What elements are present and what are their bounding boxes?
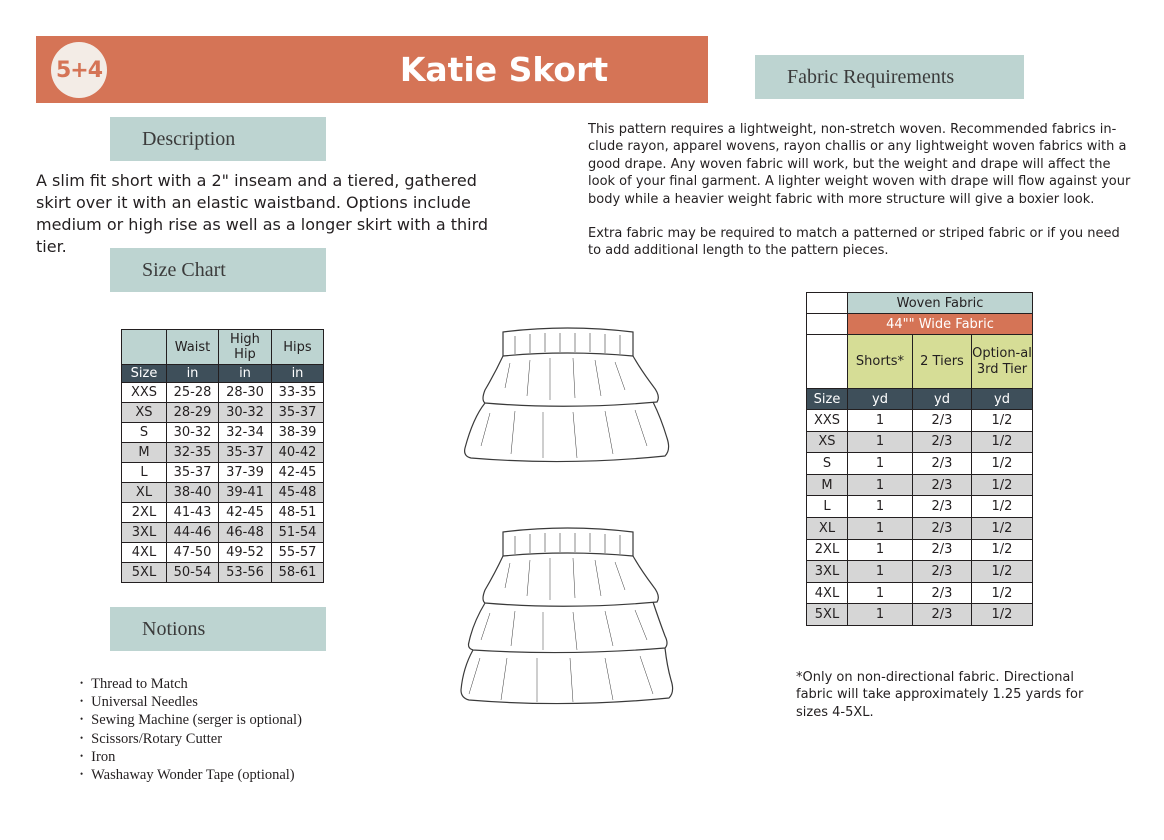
table-row — [807, 582, 1033, 604]
unit-cell: in — [272, 365, 324, 383]
notion-item: • Sewing Machine (serger is optional) — [80, 711, 302, 729]
value-cell: 2/3 — [912, 453, 971, 475]
value-cell: 1/2 — [972, 496, 1033, 518]
value-cell: 1 — [848, 582, 913, 604]
size-chart-table — [121, 329, 324, 583]
value-cell: 2/3 — [912, 410, 971, 432]
size-cell: S — [807, 453, 848, 475]
notions-heading: Notions — [110, 607, 326, 651]
value-cell: 39-41 — [219, 483, 272, 503]
fabric-requirements-table — [806, 292, 1033, 626]
value-cell: 46-48 — [219, 523, 272, 543]
column-header: 2 Tiers — [912, 335, 971, 389]
value-cell: 1 — [848, 453, 913, 475]
size-cell: XXS — [122, 383, 167, 403]
size-cell: XL — [807, 517, 848, 539]
table-row — [122, 463, 324, 483]
value-cell: 35-37 — [167, 463, 219, 483]
value-cell: 28-30 — [219, 383, 272, 403]
title-banner — [36, 36, 708, 103]
size-cell: XXS — [807, 410, 848, 432]
table-row — [807, 539, 1033, 561]
table-row — [807, 604, 1033, 626]
table-row — [122, 403, 324, 423]
table-row — [807, 496, 1033, 518]
value-cell: 53-56 — [219, 563, 272, 583]
value-cell: 38-40 — [167, 483, 219, 503]
table-corner-cell — [807, 314, 848, 335]
value-cell: 48-51 — [272, 503, 324, 523]
size-cell: 3XL — [807, 561, 848, 583]
value-cell: 1 — [848, 431, 913, 453]
size-cell: 4XL — [807, 582, 848, 604]
fabric-paragraph: This pattern requires a lightweight, non-stretch woven. Recommended fabrics in-clude rayon, apparel wovens, rayon challis or any lightweight woven fabrics with a good drape. Any woven fabric will work, but the weight and drape will affect the look of your final garment. A lighter weight woven with drape will flow against your body while a heavier weight fabric with more structure will give a boxier look. — [588, 122, 1131, 207]
value-cell: 49-52 — [219, 543, 272, 563]
table-row — [122, 523, 324, 543]
size-cell: 2XL — [122, 503, 167, 523]
column-header: Shorts* — [848, 335, 913, 389]
table-row — [807, 517, 1033, 539]
unit-cell: yd — [972, 389, 1033, 410]
table-row — [807, 453, 1033, 475]
unit-label: Size — [122, 365, 167, 383]
value-cell: 2/3 — [912, 517, 971, 539]
value-cell: 45-48 — [272, 483, 324, 503]
footnote: *Only on non-directional fabric. Directional fabric will take approximately 1.25 yards for sizes 4-5XL. — [796, 670, 1084, 720]
value-cell: 1 — [848, 517, 913, 539]
table-row — [807, 561, 1033, 583]
fabric-requirements-text — [588, 121, 1136, 277]
value-cell: 2/3 — [912, 496, 971, 518]
value-cell: 1/2 — [972, 431, 1033, 453]
value-cell: 42-45 — [272, 463, 324, 483]
three-tier-skort-sketch — [461, 528, 673, 704]
value-cell: 58-61 — [272, 563, 324, 583]
page-title: Katie Skort — [399, 50, 609, 89]
size-cell: XS — [807, 431, 848, 453]
table-row — [122, 543, 324, 563]
description-heading: Description — [110, 117, 326, 161]
value-cell: 1/2 — [972, 474, 1033, 496]
two-tier-skort-sketch — [465, 328, 669, 462]
value-cell: 32-35 — [167, 443, 219, 463]
size-cell: L — [122, 463, 167, 483]
woven-fabric-header: Woven Fabric — [848, 293, 1033, 314]
table-row — [122, 503, 324, 523]
table-row — [807, 431, 1033, 453]
size-cell: S — [122, 423, 167, 443]
value-cell: 40-42 — [272, 443, 324, 463]
description-text: A slim fit short with a 2" inseam and a tiered, gathered skirt over it with an elastic waistband. Options include medium or high rise as well as a longer skirt with a third tier. — [36, 171, 489, 256]
unit-cell: in — [219, 365, 272, 383]
unit-cell: in — [167, 365, 219, 383]
table-row — [122, 423, 324, 443]
value-cell: 2/3 — [912, 604, 971, 626]
column-header: High Hip — [219, 330, 272, 365]
value-cell: 1/2 — [972, 604, 1033, 626]
table-corner-cell — [122, 330, 167, 365]
notion-item: • Iron — [80, 748, 302, 766]
value-cell: 1/2 — [972, 561, 1033, 583]
value-cell: 51-54 — [272, 523, 324, 543]
unit-cell: yd — [912, 389, 971, 410]
fabric-requirements-heading: Fabric Requirements — [755, 55, 1024, 99]
size-cell: M — [122, 443, 167, 463]
value-cell: 1/2 — [972, 410, 1033, 432]
table-row — [122, 483, 324, 503]
size-cell: M — [807, 474, 848, 496]
size-cell: XL — [122, 483, 167, 503]
notion-item: • Scissors/Rotary Cutter — [80, 730, 302, 748]
value-cell: 28-29 — [167, 403, 219, 423]
unit-label: Size — [807, 389, 848, 410]
value-cell: 38-39 — [272, 423, 324, 443]
size-cell: XS — [122, 403, 167, 423]
notions-list — [80, 675, 302, 784]
size-cell: 5XL — [807, 604, 848, 626]
value-cell: 55-57 — [272, 543, 324, 563]
value-cell: 2/3 — [912, 539, 971, 561]
size-cell: L — [807, 496, 848, 518]
unit-cell: yd — [848, 389, 913, 410]
value-cell: 1 — [848, 474, 913, 496]
table-row — [122, 443, 324, 463]
value-cell: 1 — [848, 561, 913, 583]
value-cell: 1/2 — [972, 517, 1033, 539]
value-cell: 30-32 — [167, 423, 219, 443]
value-cell: 1 — [848, 604, 913, 626]
notion-item: • Universal Needles — [80, 693, 302, 711]
value-cell: 42-45 — [219, 503, 272, 523]
value-cell: 41-43 — [167, 503, 219, 523]
value-cell: 2/3 — [912, 582, 971, 604]
value-cell: 33-35 — [272, 383, 324, 403]
table-row — [807, 410, 1033, 432]
value-cell: 35-37 — [272, 403, 324, 423]
value-cell: 25-28 — [167, 383, 219, 403]
skort-illustration — [455, 318, 680, 728]
size-chart-heading: Size Chart — [110, 248, 326, 292]
table-corner-cell — [807, 335, 848, 389]
value-cell: 37-39 — [219, 463, 272, 483]
value-cell: 1 — [848, 410, 913, 432]
value-cell: 50-54 — [167, 563, 219, 583]
value-cell: 2/3 — [912, 431, 971, 453]
notion-item: • Thread to Match — [80, 675, 302, 693]
size-cell: 5XL — [122, 563, 167, 583]
fabric-paragraph: Extra fabric may be required to match a patterned or striped fabric or if you need to add additional length to the pattern pieces. — [588, 226, 1120, 259]
table-row — [122, 383, 324, 403]
value-cell: 35-37 — [219, 443, 272, 463]
table-row — [122, 563, 324, 583]
value-cell: 1/2 — [972, 539, 1033, 561]
value-cell: 1 — [848, 539, 913, 561]
brand-logo: 5+4 — [51, 42, 107, 98]
value-cell: 30-32 — [219, 403, 272, 423]
value-cell: 47-50 — [167, 543, 219, 563]
notion-item: • Washaway Wonder Tape (optional) — [80, 766, 302, 784]
column-header: Hips — [272, 330, 324, 365]
value-cell: 1/2 — [972, 453, 1033, 475]
value-cell: 1 — [848, 496, 913, 518]
table-row — [807, 474, 1033, 496]
size-cell: 2XL — [807, 539, 848, 561]
value-cell: 2/3 — [912, 561, 971, 583]
column-header: Waist — [167, 330, 219, 365]
size-cell: 4XL — [122, 543, 167, 563]
value-cell: 32-34 — [219, 423, 272, 443]
table-corner-cell — [807, 293, 848, 314]
value-cell: 1/2 — [972, 582, 1033, 604]
column-header: Option-al 3rd Tier — [972, 335, 1033, 389]
value-cell: 44-46 — [167, 523, 219, 543]
value-cell: 2/3 — [912, 474, 971, 496]
wide-fabric-header: 44"" Wide Fabric — [848, 314, 1033, 335]
size-cell: 3XL — [122, 523, 167, 543]
